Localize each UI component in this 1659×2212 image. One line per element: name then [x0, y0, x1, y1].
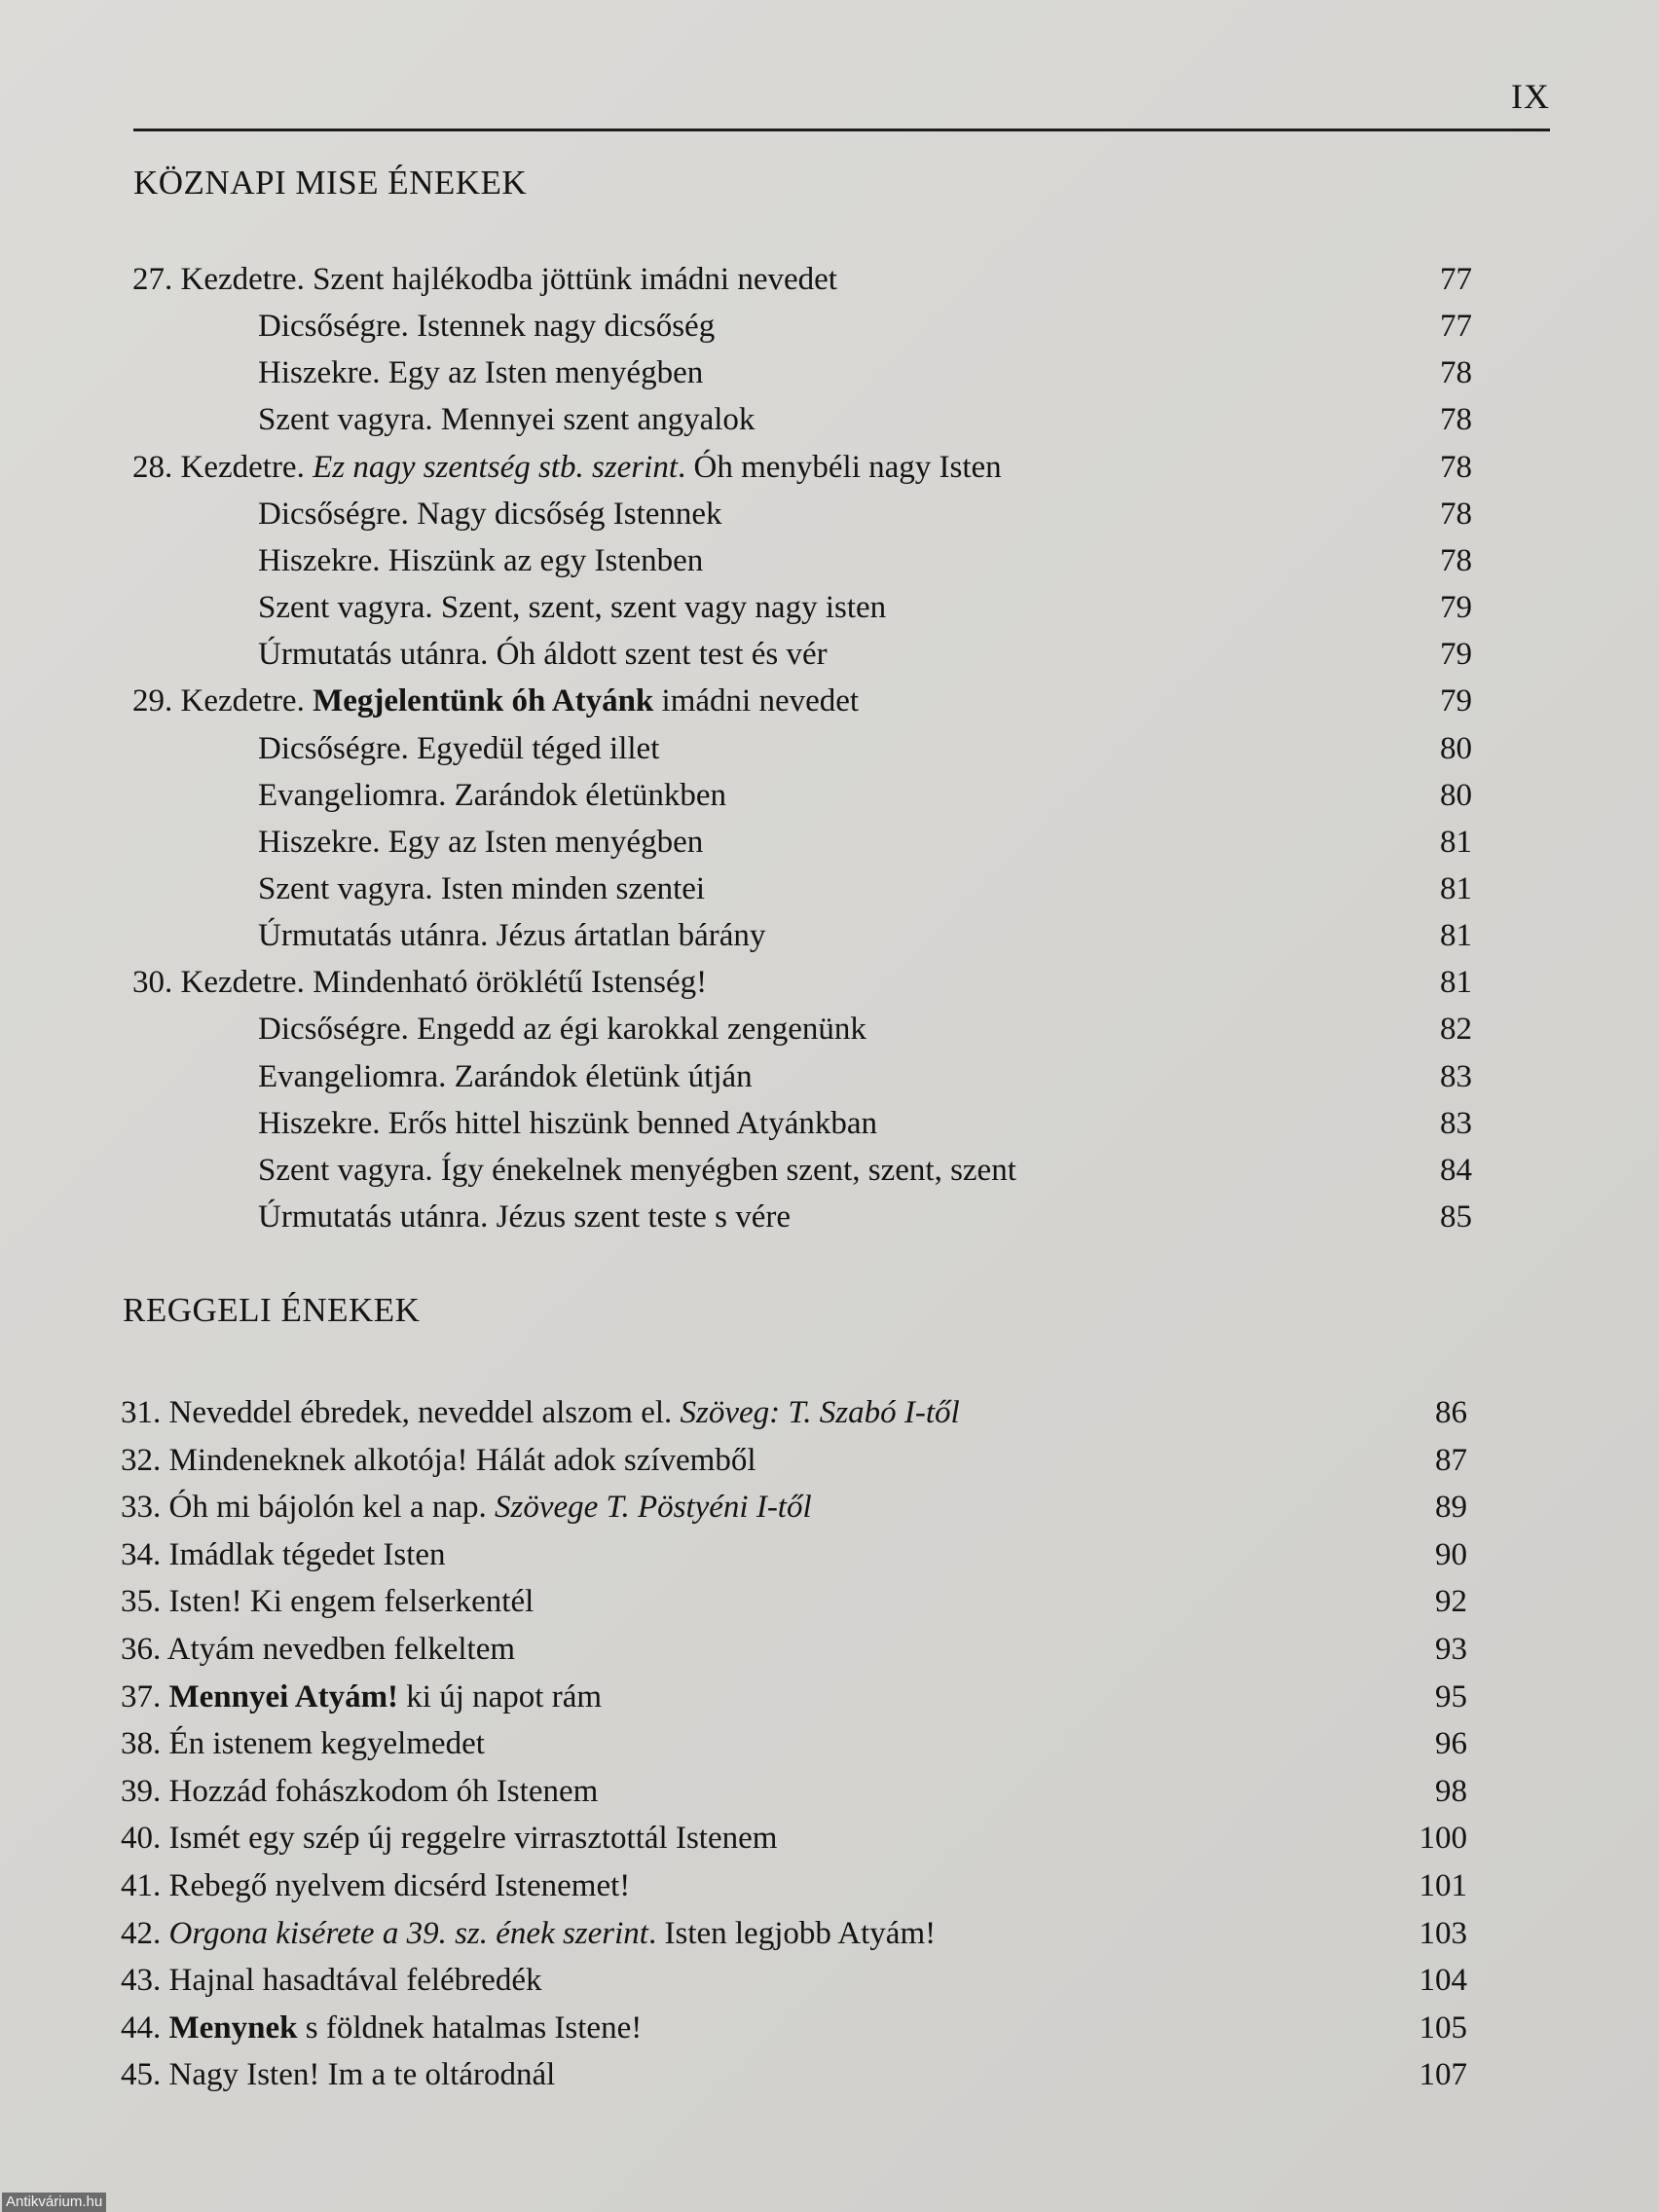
entry-text: 39. Hozzád fohászkodom óh Istenem — [121, 1773, 599, 1809]
toc-page-number: 79 — [1440, 637, 1472, 673]
toc-entry — [121, 1957, 1558, 2004]
toc-entry — [258, 631, 1558, 678]
entry-text: 40. Ismét egy szép új reggelre virrasztottál Istenem — [121, 1821, 778, 1857]
toc-entry — [258, 819, 1558, 866]
toc-entry — [258, 1147, 1558, 1194]
bold-text: Megjelentünk óh Atyánk — [313, 683, 654, 719]
toc-page-number: 77 — [1440, 309, 1472, 345]
entry-text: 42. — [121, 1915, 169, 1951]
toc-entry — [258, 1194, 1558, 1240]
toc-entry — [258, 350, 1558, 396]
toc-entry-title — [132, 678, 859, 724]
toc-entry-title — [121, 1910, 936, 1957]
page-number: IX — [1511, 77, 1550, 116]
entry-text: Úrmutatás utánra. Jézus szent teste s vére — [258, 1199, 792, 1235]
entry-text: 45. Nagy Isten! Im a te oltárodnál — [121, 2057, 556, 2093]
italic-text: Ez nagy szentség stb. szerint — [313, 449, 678, 485]
toc-entry-title — [258, 396, 755, 443]
entry-text: . Isten legjobb Atyám! — [647, 1915, 937, 1951]
entry-text: Dicsőségre. Egyedül téged illet — [258, 730, 660, 766]
entry-text: 34. Imádlak tégedet Isten — [121, 1536, 446, 1572]
toc-entry-title — [258, 1053, 753, 1100]
toc-page-number: 86 — [1435, 1395, 1467, 1430]
toc-entry — [121, 1910, 1558, 1957]
toc-entry-title — [121, 1674, 602, 1720]
toc-entry-title — [258, 631, 828, 678]
entry-text: Szent vagyra. Szent, szent, szent vagy nagy isten — [258, 590, 887, 626]
toc-page-number: 89 — [1435, 1490, 1467, 1526]
toc-entry-title — [121, 1815, 777, 1862]
toc-page-number: 104 — [1419, 1963, 1467, 1999]
toc-page-number: 100 — [1419, 1821, 1467, 1857]
toc-entry — [121, 1531, 1558, 1578]
toc-entry — [121, 1626, 1558, 1673]
toc-entry-title — [121, 1437, 756, 1484]
toc-entry-title — [121, 1768, 598, 1815]
toc-page-number: 80 — [1440, 777, 1472, 813]
toc-page-number: 82 — [1440, 1012, 1472, 1048]
toc-page-number: 98 — [1435, 1773, 1467, 1809]
entry-text: 37. — [121, 1678, 169, 1714]
entry-text: . Óh menybéli nagy Isten — [678, 449, 1002, 485]
toc-page-number: 85 — [1440, 1199, 1472, 1235]
entry-text: Hiszekre. Egy az Isten menyégben — [258, 824, 704, 860]
toc-entry — [132, 444, 1558, 491]
toc-entry — [258, 1100, 1558, 1147]
entry-text: Dicsőségre. Nagy dicsőség Istennek — [258, 496, 722, 532]
entry-text: Dicsőségre. Engedd az égi karokkal zengenünk — [258, 1012, 866, 1048]
toc-entry — [258, 396, 1558, 443]
toc-entry — [258, 725, 1558, 772]
watermark: Antikvárium.hu — [2, 2193, 106, 2212]
section-heading-koznapi: KÖZNAPI MISE ÉNEKEK — [133, 164, 528, 202]
entry-text: 44. — [121, 2009, 169, 2046]
toc-page-number: 93 — [1435, 1632, 1467, 1667]
toc-entry — [121, 1815, 1558, 1862]
entry-text: Szent vagyra. Így énekelnek menyégben szent, szent, szent — [258, 1152, 1016, 1188]
toc-entry-title — [121, 1626, 515, 1673]
toc-entry — [258, 303, 1558, 350]
toc-entry-title — [258, 1100, 877, 1147]
toc-entry — [121, 1578, 1558, 1625]
toc-entry — [258, 772, 1558, 819]
toc-entry-title — [121, 2051, 555, 2098]
toc-entry — [121, 1674, 1558, 1720]
toc-entry-title — [258, 772, 726, 819]
entry-text: Hiszekre. Hiszünk az egy Istenben — [258, 542, 704, 578]
entry-text: s földnek hatalmas Istene! — [297, 2009, 643, 2046]
toc-entry-title — [258, 1006, 866, 1052]
toc-entry — [132, 256, 1558, 303]
entry-text: Szent vagyra. Mennyei szent angyalok — [258, 402, 756, 438]
toc-entry — [258, 866, 1558, 912]
toc-entry-title — [258, 1194, 791, 1240]
header-rule — [133, 129, 1550, 131]
entry-text: 28. Kezdetre. — [132, 449, 313, 485]
toc-entry — [121, 1437, 1558, 1484]
entry-text: 43. Hajnal hasadtával felébredék — [121, 1963, 542, 1999]
toc-page-number: 78 — [1440, 496, 1472, 532]
entry-text: Hiszekre. Erős hittel hiszünk benned Atyánkban — [258, 1105, 878, 1141]
toc-entry-title — [121, 1389, 960, 1436]
toc-page-number: 103 — [1419, 1915, 1467, 1951]
entry-text: ki új napot rám — [398, 1678, 603, 1714]
bold-text: Mennyei Atyám! — [168, 1678, 399, 1714]
toc-page-number: 92 — [1435, 1584, 1467, 1620]
italic-text: Orgona kisérete a 39. sz. ének szerint — [168, 1915, 648, 1951]
entry-text: Szent vagyra. Isten minden szentei — [258, 870, 706, 906]
entry-text: 29. Kezdetre. — [132, 683, 313, 719]
toc-page-number: 80 — [1440, 730, 1472, 766]
toc-page-number: 81 — [1440, 824, 1472, 860]
entry-text: 41. Rebegő nyelvem dicsérd Istenemet! — [121, 1868, 631, 1903]
toc-entry — [121, 1862, 1558, 1909]
toc-page-number: 79 — [1440, 683, 1472, 719]
toc-entry — [258, 491, 1558, 537]
toc-page-number: 96 — [1435, 1726, 1467, 1762]
toc-page-number: 95 — [1435, 1678, 1467, 1714]
toc-entry-title — [258, 491, 722, 537]
toc-entry-title — [258, 350, 703, 396]
toc-page-number: 78 — [1440, 402, 1472, 438]
entry-text: Evangeliomra. Zarándok életünk útján — [258, 1058, 753, 1094]
entry-text: Úrmutatás utánra. Jézus ártatlan bárány — [258, 918, 766, 954]
toc-entry-title — [132, 444, 1002, 491]
entry-text: 31. Neveddel ébredek, neveddel alszom el. — [121, 1395, 681, 1430]
toc-entry-title — [258, 537, 703, 584]
toc-page-number: 81 — [1440, 870, 1472, 906]
toc-entry — [121, 1484, 1558, 1530]
entry-text: Dicsőségre. Istennek nagy dicsőség — [258, 309, 716, 345]
section-heading-reggeli: REGGELI ÉNEKEK — [123, 1291, 421, 1329]
toc-page-number: 83 — [1440, 1105, 1472, 1141]
toc-page-number: 105 — [1419, 2009, 1467, 2046]
toc-page-number: 81 — [1440, 918, 1472, 954]
toc-entry-title — [121, 1720, 485, 1767]
toc-entry-title — [121, 2005, 642, 2051]
toc-entry — [132, 959, 1558, 1006]
toc-entry — [121, 2005, 1558, 2051]
entry-text: imádni nevedet — [653, 683, 860, 719]
toc-entry-title — [258, 912, 765, 959]
toc-page-number: 83 — [1440, 1058, 1472, 1094]
toc-entry — [121, 1768, 1558, 1815]
toc-entry — [121, 1720, 1558, 1767]
toc-entry-title — [258, 1147, 1016, 1194]
toc-page-number: 79 — [1440, 590, 1472, 626]
entry-text: 35. Isten! Ki engem felserkentél — [121, 1584, 535, 1620]
toc-page-number: 78 — [1440, 449, 1472, 485]
toc-entry — [132, 678, 1558, 724]
entry-text: 27. Kezdetre. Szent hajlékodba jöttünk imádni nevedet — [132, 262, 837, 297]
toc-entry — [121, 2051, 1558, 2098]
entry-text: 38. Én istenem kegyelmedet — [121, 1726, 485, 1762]
toc-entry — [121, 1389, 1558, 1436]
italic-text: Szöveg: T. Szabó I-től — [680, 1395, 960, 1430]
toc-entry-title — [258, 866, 705, 912]
toc-entry — [258, 912, 1558, 959]
entry-text: Úrmutatás utánra. Óh áldott szent test és vér — [258, 637, 828, 673]
italic-text: Szövege T. Pöstyéni I-től — [495, 1490, 812, 1526]
toc-page-number: 81 — [1440, 965, 1472, 1001]
toc-entry-title — [121, 1531, 446, 1578]
entry-text: Hiszekre. Egy az Isten menyégben — [258, 355, 704, 391]
bold-text: Menynek — [168, 2009, 298, 2046]
toc-page-number: 84 — [1440, 1152, 1472, 1188]
toc-entry-title — [121, 1957, 541, 2004]
entry-text: Evangeliomra. Zarándok életünkben — [258, 777, 727, 813]
toc-entry-title — [258, 725, 659, 772]
toc-entry-title — [258, 819, 703, 866]
entry-text: 33. Óh mi bájolón kel a nap. — [121, 1490, 496, 1526]
entry-text: 30. Kezdetre. Mindenható öröklétű Istenség! — [132, 965, 708, 1001]
toc-page-number: 78 — [1440, 355, 1472, 391]
entry-text: 32. Mindeneknek alkotója! Hálát adok szívemből — [121, 1442, 756, 1478]
toc-page-number: 101 — [1419, 1868, 1467, 1903]
toc-page-number: 87 — [1435, 1442, 1467, 1478]
toc-entry — [258, 1006, 1558, 1052]
toc-entry-title — [121, 1578, 534, 1625]
entry-text: 36. Atyám nevedben felkeltem — [121, 1632, 516, 1667]
toc-page-number: 77 — [1440, 262, 1472, 297]
toc-entry-title — [121, 1484, 812, 1530]
toc-entry — [258, 537, 1558, 584]
toc-entry-title — [132, 256, 837, 303]
toc-page-number: 107 — [1419, 2057, 1467, 2093]
toc-page-number: 78 — [1440, 542, 1472, 578]
toc-entry-title — [258, 303, 715, 350]
toc-entry-title — [121, 1862, 630, 1909]
toc-page-number: 90 — [1435, 1536, 1467, 1572]
toc-entry — [258, 584, 1558, 631]
toc-entry-title — [132, 959, 707, 1006]
toc-entry-title — [258, 584, 886, 631]
toc-entry — [258, 1053, 1558, 1100]
